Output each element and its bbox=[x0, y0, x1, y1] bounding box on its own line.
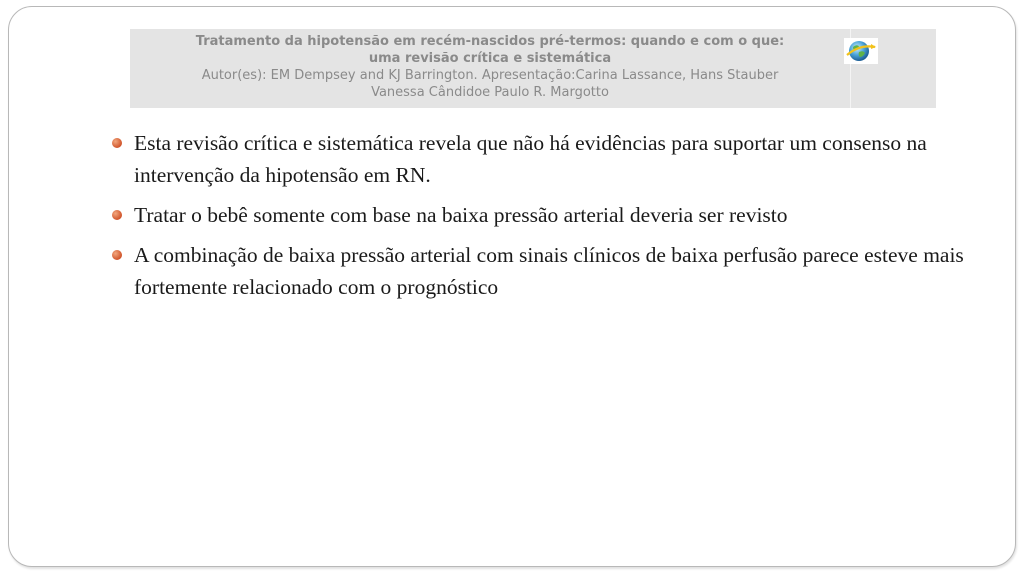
reference-header bbox=[130, 29, 936, 108]
bullet-icon bbox=[112, 250, 122, 260]
article-title-line1: Tratamento da hipotensão em recém-nascidos pré-termos: quando e com o que: bbox=[195, 34, 785, 49]
authors-line2: Vanessa Cândidoe Paulo R. Margotto bbox=[371, 85, 609, 100]
globe-icon[interactable] bbox=[844, 38, 878, 64]
list-item bbox=[112, 199, 982, 231]
list-item bbox=[112, 239, 982, 303]
reference-text bbox=[130, 33, 850, 101]
bullet-icon bbox=[112, 138, 122, 148]
authors-line1: Autor(es): EM Dempsey and KJ Barrington. Apresentação:Carina Lassance, Hans Stauber bbox=[201, 68, 779, 83]
list-item bbox=[112, 127, 982, 191]
bullet-text: A combinação de baixa pressão arterial com sinais clínicos de baixa perfusão parece esteve mais fortemente relacionado com o prognóstico bbox=[134, 243, 964, 299]
article-title-line2: uma revisão crítica e sistemática bbox=[368, 51, 612, 66]
bullet-text: Tratar o bebê somente com base na baixa pressão arterial deveria ser revisto bbox=[134, 203, 788, 227]
bullet-list bbox=[112, 127, 982, 311]
bullet-text: Esta revisão crítica e sistemática revela que não há evidências para suportar um consenso na intervenção da hipotensão em RN. bbox=[134, 131, 927, 187]
bullet-icon bbox=[112, 210, 122, 220]
